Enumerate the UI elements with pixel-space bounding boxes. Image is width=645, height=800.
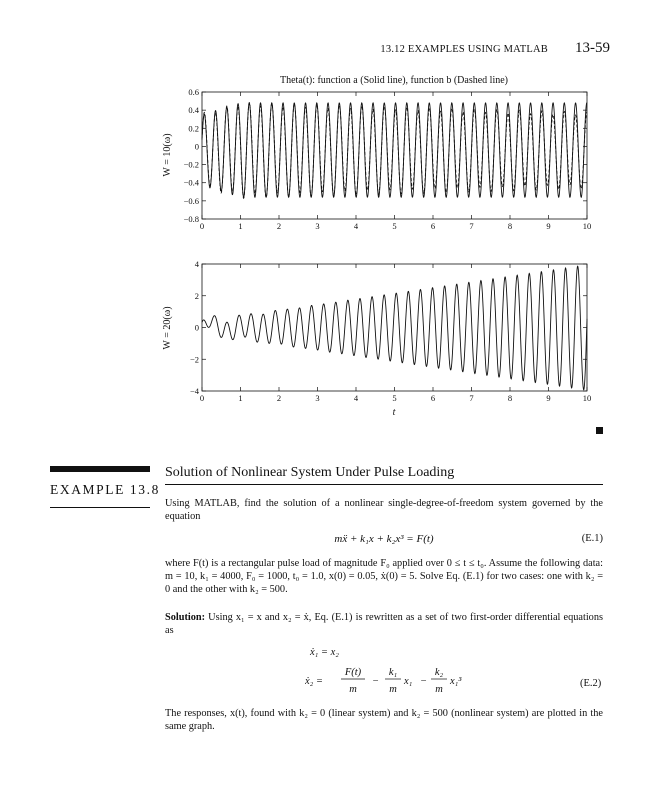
x-tick-label: 0: [199, 221, 205, 231]
y-tick-label: 4: [194, 259, 199, 269]
x-tick-label: 5: [392, 393, 397, 403]
data-paragraph: where F(t) is a rectangular pulse load of magnitude F₀ applied over 0 ≤ t ≤ t₀. Assume the following data: m = 10, k₁ = 4000, F₀ = 1000, t₀ = 1.0, x(0) = 0.05, ẋ(0) = 5. Solve Eq. (E.1) for two cases: one with k₂ = 0 and the other with k₂ = 500.: [165, 558, 603, 596]
eq2b-x1: x₁: [404, 676, 413, 687]
eq2b-f2-num: k₁: [388, 667, 398, 678]
equation-e1: [165, 533, 603, 549]
solution-paragraph: [165, 611, 603, 637]
eq2b-f1-den: m: [349, 684, 357, 695]
x-tick-label: 2: [276, 393, 282, 403]
y-axis-label: W = 10(ω): [162, 133, 173, 177]
x-tick-label: 5: [392, 221, 397, 231]
closing-paragraph: The responses, x(t), found with k₂ = 0 (linear system) and k₂ = 500 (nonlinear system) are plotted in the same graph.: [165, 708, 603, 733]
equation-e2a: ẋ₁ = x₂: [310, 647, 339, 658]
y-tick-label: 0.2: [188, 123, 199, 134]
y-tick-label: −4: [189, 386, 199, 396]
x-tick-label: 6: [430, 393, 436, 403]
eq2b-x13: x₁³: [450, 676, 462, 687]
x-tick-label: 6: [430, 221, 436, 231]
x-tick-label: 1: [238, 393, 243, 403]
y-tick-label: 2: [194, 290, 199, 301]
page-number: 13-59: [575, 40, 610, 56]
eq2b-f2-den: m: [389, 684, 397, 695]
example-rule: [50, 507, 150, 508]
y-tick-label: −0.6: [183, 195, 199, 206]
y-tick-label: −2: [189, 354, 199, 365]
equation-e2-number: (E.2): [580, 678, 602, 689]
example-bar: [50, 466, 150, 472]
equation-e1-body: mẍ + k₁x + k₂x³ = F(t): [334, 533, 434, 545]
x-tick-label: 10: [582, 393, 592, 403]
chart-title: Theta(t): function a (Solid line), function b (Dashed line): [280, 75, 508, 86]
x-tick-label: 7: [469, 393, 474, 403]
intro-paragraph: Using MATLAB, find the solution of a nonlinear single-degree-of-freedom system governed by the equation: [165, 498, 603, 523]
axis-ticks: [190, 259, 591, 403]
example-label: EXAMPLE 13.8: [50, 482, 160, 497]
equation-e2b: [305, 664, 475, 698]
y-tick-label: −0.8: [183, 214, 199, 224]
x-tick-label: 2: [276, 221, 282, 231]
x-tick-label: 9: [546, 393, 551, 403]
eq2b-f3-num: k₂: [434, 667, 444, 678]
x-tick-label: 1: [238, 221, 243, 231]
x-tick-label: 4: [353, 221, 359, 231]
equation-e1-number: (E.1): [581, 533, 603, 544]
eq2b-f3-den: m: [435, 684, 443, 695]
solution-label: Solution:: [165, 612, 206, 623]
y-tick-label: 0: [194, 141, 199, 152]
series-lines: [202, 103, 587, 199]
title-rule: [165, 484, 603, 485]
x-tick-label: 9: [546, 221, 551, 231]
example-title: Solution of Nonlinear System Under Pulse Loading: [165, 465, 455, 480]
solution-text: Using x₁ = x and x₂ = ẋ, Eq. (E.1) is rewritten as a set of two first-order differential equations as: [165, 612, 603, 637]
eq2b-minus1: −: [372, 676, 380, 687]
x-tick-label: 7: [469, 221, 474, 231]
series-lines: [202, 266, 587, 389]
eq2b-lhs: ẋ₂ =: [305, 676, 324, 687]
eq2b-minus2: −: [420, 676, 428, 687]
y-tick-label: −0.4: [183, 177, 199, 188]
running-header: [300, 40, 610, 60]
x-tick-label: 3: [315, 393, 320, 403]
y-tick-label: 0.4: [188, 105, 199, 116]
y-tick-label: 0.6: [188, 87, 199, 97]
chart-bottom: [150, 258, 600, 420]
chart-top: [150, 70, 600, 240]
x-tick-label: 8: [507, 221, 513, 231]
x-tick-label: 0: [199, 393, 205, 403]
series-line-response: [202, 266, 587, 389]
x-tick-label: 8: [507, 393, 513, 403]
x-tick-label: 4: [353, 393, 359, 403]
x-tick-label: 10: [582, 221, 592, 231]
header-section: 13.12 EXAMPLES USING MATLAB: [380, 44, 548, 55]
y-tick-label: 0: [194, 322, 199, 333]
y-axis-label: W = 20(ω): [162, 306, 173, 350]
y-tick-label: −0.2: [183, 159, 199, 170]
x-axis-label: t: [392, 407, 396, 418]
x-tick-label: 3: [315, 221, 320, 231]
end-of-example-mark: [596, 427, 603, 434]
eq2b-f1-num: F(t): [344, 667, 362, 678]
plot-frame: [202, 264, 587, 391]
